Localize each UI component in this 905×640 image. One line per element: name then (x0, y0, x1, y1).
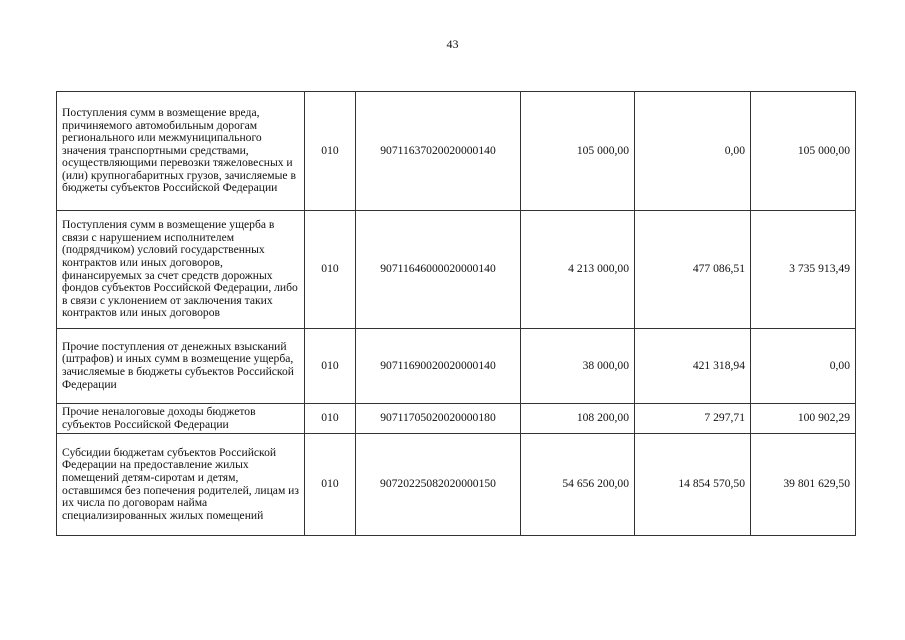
row-name: Поступления сумм в возмещение ущерба в связи с нарушением исполнителем (подрядчиком) условий государственных контрактов или иных договоров, финансируемых за счет средств дорожных фондов субъектов Российской Федерации, либо в связи с уклонением от заключения таких контрактов или иных договоров (57, 211, 305, 329)
row-executed: 477 086,51 (635, 211, 751, 329)
row-name: Поступления сумм в возмещение вреда, причиняемого автомобильным дорогам регионального или межмуниципального значения транспортными средствами, осуществляющими перевозки тяжеловесных и (или) крупногабаритных грузов, зачисляемые в бюджеты субъектов Российской Федерации (57, 92, 305, 211)
row-code: 010 (305, 211, 356, 329)
row-kbk: 90720225082020000150 (356, 434, 521, 536)
row-executed: 421 318,94 (635, 329, 751, 404)
row-code: 010 (305, 92, 356, 211)
table-row (57, 92, 856, 211)
row-unexecuted: 105 000,00 (751, 92, 856, 211)
revenue-table (56, 91, 856, 536)
table-row (57, 211, 856, 329)
row-name: Субсидии бюджетам субъектов Российской Федерации на предоставление жилых помещений детям-сиротам и детям, оставшимся без попечения родителей, лицам из их числа по договорам найма специализированных жилых помещений (57, 434, 305, 536)
row-executed: 0,00 (635, 92, 751, 211)
row-approved: 54 656 200,00 (521, 434, 635, 536)
table-row (57, 404, 856, 434)
row-name: Прочие поступления от денежных взысканий (штрафов) и иных сумм в возмещение ущерба, зачисляемые в бюджеты субъектов Российской Федерации (57, 329, 305, 404)
table-row (57, 434, 856, 536)
row-approved: 4 213 000,00 (521, 211, 635, 329)
row-code: 010 (305, 329, 356, 404)
page-number: 43 (446, 37, 459, 51)
row-kbk: 90711690020020000140 (356, 329, 521, 404)
row-kbk: 90711705020020000180 (356, 404, 521, 434)
row-approved: 38 000,00 (521, 329, 635, 404)
row-kbk: 90711646000020000140 (356, 211, 521, 329)
row-unexecuted: 0,00 (751, 329, 856, 404)
table-row (57, 329, 856, 404)
row-approved: 108 200,00 (521, 404, 635, 434)
row-unexecuted: 100 902,29 (751, 404, 856, 434)
row-executed: 14 854 570,50 (635, 434, 751, 536)
row-code: 010 (305, 404, 356, 434)
row-executed: 7 297,71 (635, 404, 751, 434)
row-name: Прочие неналоговые доходы бюджетов субъектов Российской Федерации (57, 404, 305, 434)
row-approved: 105 000,00 (521, 92, 635, 211)
row-unexecuted: 3 735 913,49 (751, 211, 856, 329)
row-code: 010 (305, 434, 356, 536)
row-unexecuted: 39 801 629,50 (751, 434, 856, 536)
row-kbk: 90711637020020000140 (356, 92, 521, 211)
